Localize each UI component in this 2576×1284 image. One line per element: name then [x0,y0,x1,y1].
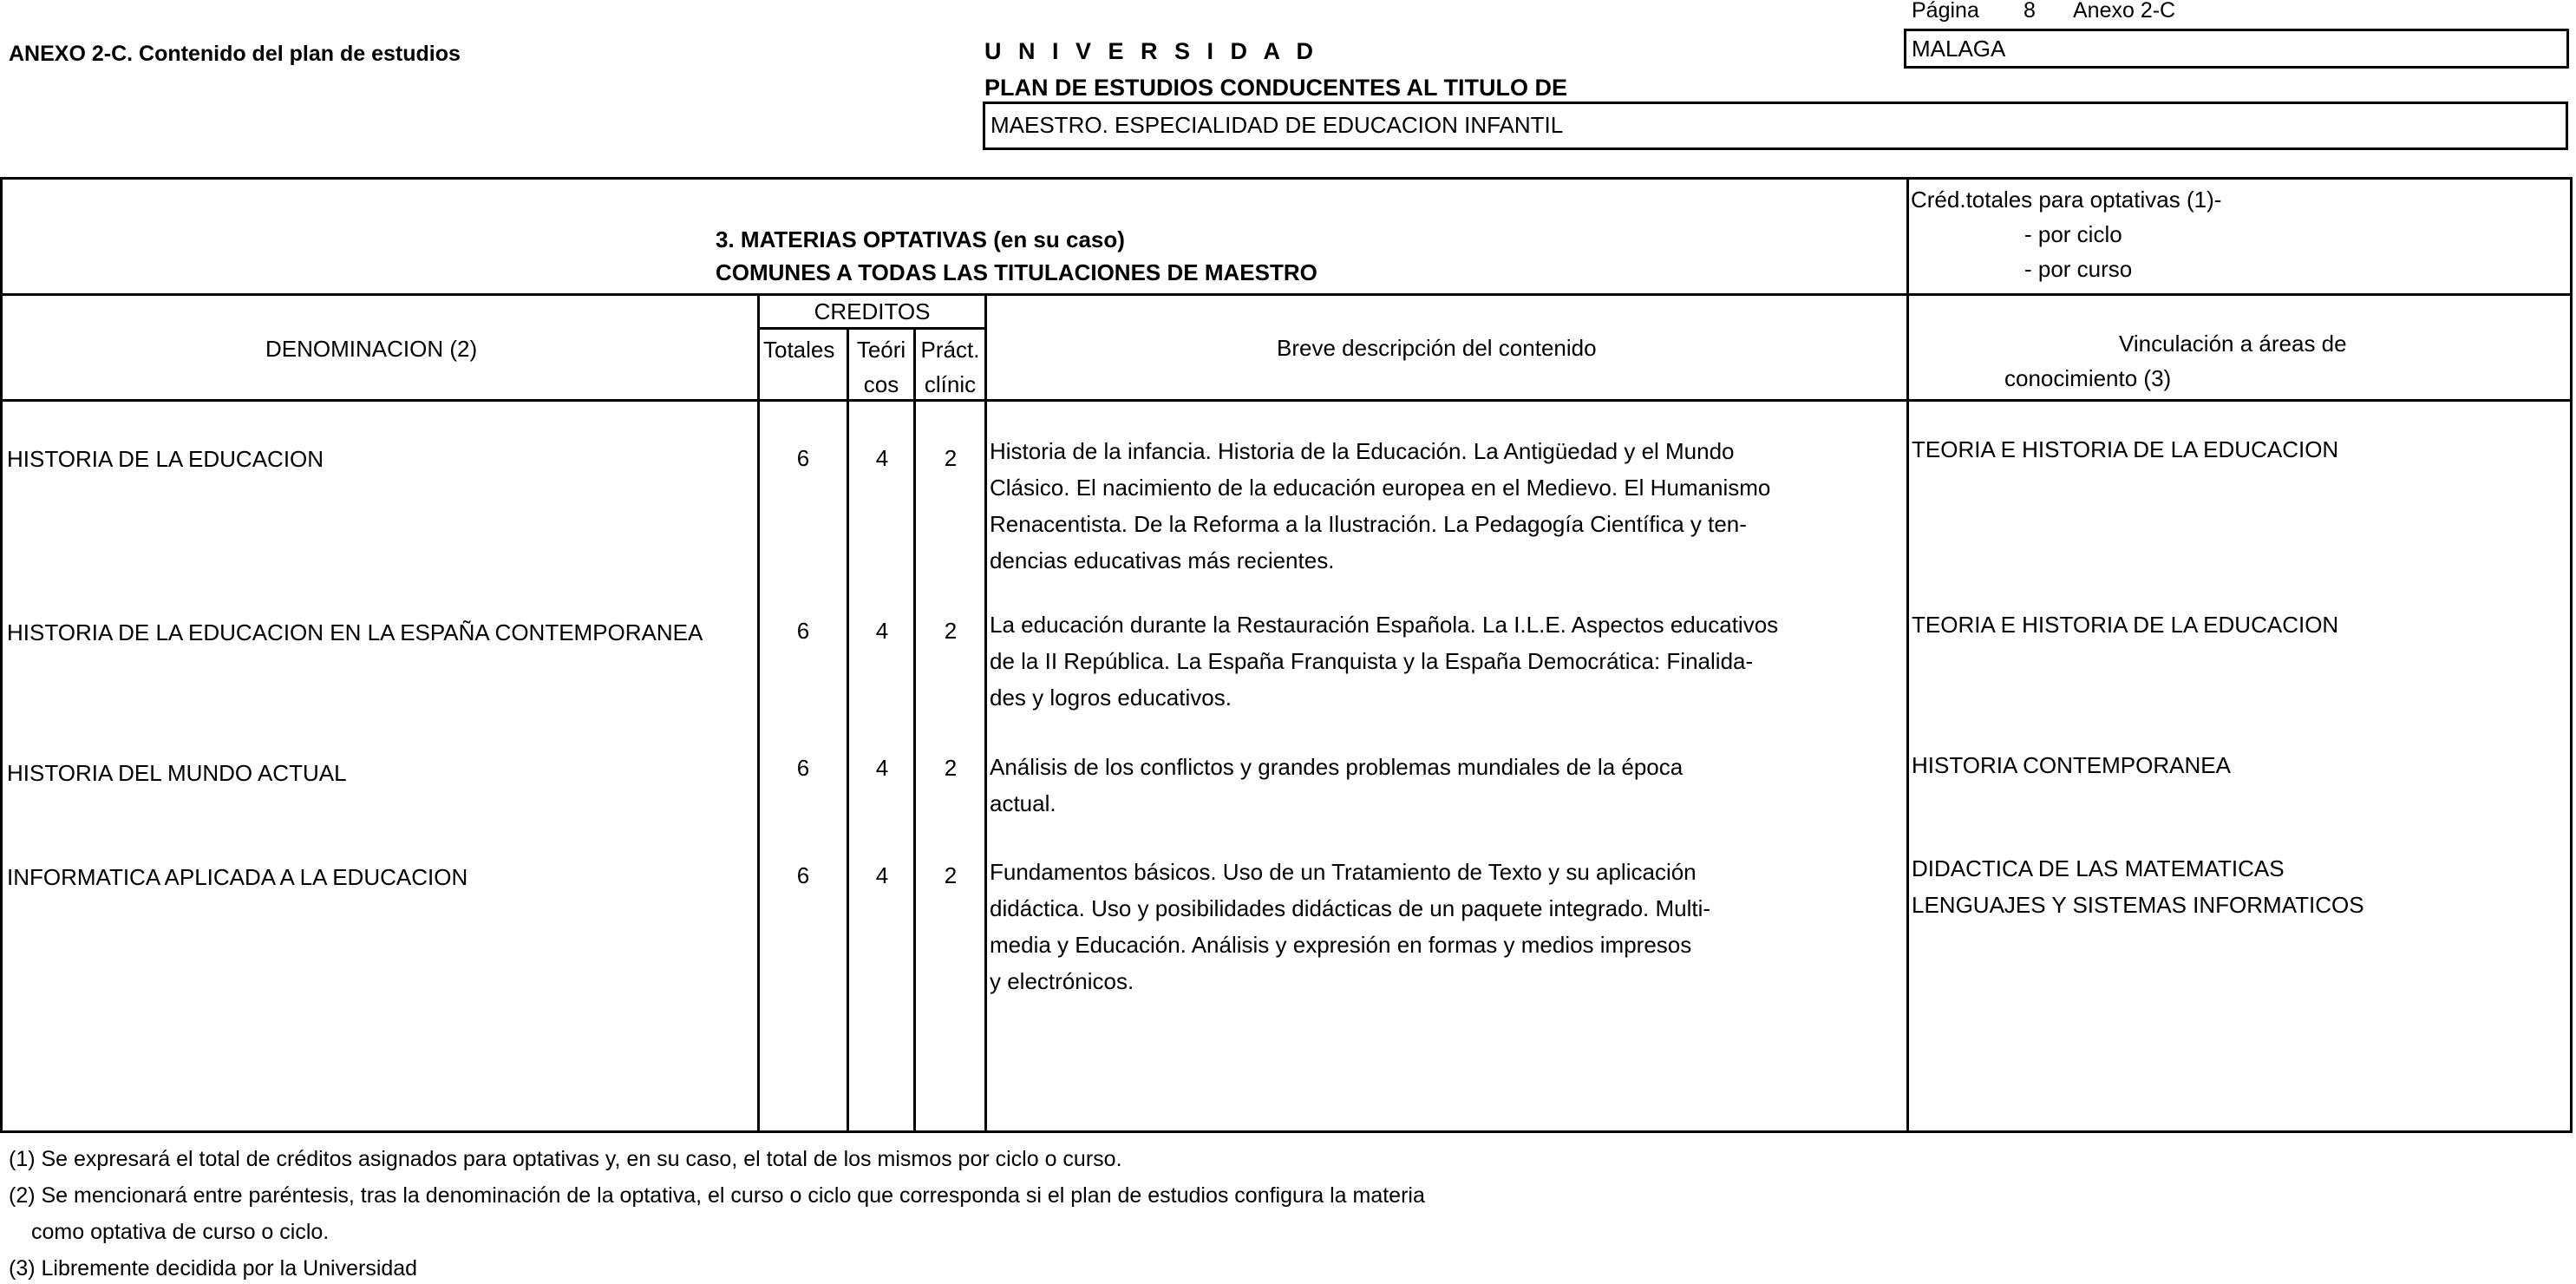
footnote-3: (3) Libremente decidida por la Universidad [9,1256,418,1281]
col-divider-4 [984,293,987,1133]
row-1-descripcion: Historia de la infancia. Historia de la Educación. La Antigüedad y el Mundo Clásico. El nacimiento de la educación europea en el Medievo. El Humanismo Renacentista. De la Reforma a la Ilustración. La Pedagogía Científica y ten- dencias educativas más recientes. [990,438,1771,573]
section-title: 3. MATERIAS OPTATIVAS (en su caso) [716,226,1125,252]
row-2-teoricos: 4 [875,618,889,644]
section-subtitle: COMUNES A TODAS LAS TITULACIONES DE MAESTRO [716,259,1317,285]
creditos-note: Créd.totales para optativas (1)- [1911,187,2222,213]
row-2-practicos: 2 [944,618,958,644]
row-4-teoricos: 4 [875,862,889,888]
row-1-totales: 6 [796,445,810,471]
col-header-creditos: CREDITOS [814,298,931,324]
universidad-field [1904,29,2569,69]
creditos-curso: - por curso [2024,256,2133,282]
row-2-denominacion: HISTORIA DE LA EDUCACION EN LA ESPAÑA CONTEMPORANEA [7,619,703,645]
col-header-descripcion: Breve descripción del contenido [1277,335,1597,361]
row-3-totales: 6 [796,755,810,781]
titulo-value: MAESTRO. ESPECIALIDAD DE EDUCACION INFANTIL [991,112,1564,138]
row-2-totales: 6 [796,618,810,644]
anexo-code: Anexo 2-C [2073,0,2176,23]
row-3-descripcion: Análisis de los conflictos y grandes problemas mundiales de la época actual. [990,754,1684,816]
row-3-area: HISTORIA CONTEMPORANEA [1912,752,2231,778]
row-1-teoricos: 4 [875,445,889,471]
col-divider-5 [1906,177,1909,1133]
col-divider-1 [757,293,760,1133]
row-1-denominacion: HISTORIA DE LA EDUCACION [7,446,324,472]
universidad-label: U N I V E R S I D A D [984,38,1319,64]
col-divider-3 [913,327,916,1133]
footnote-2: (2) Se mencionará entre paréntesis, tras la denominación de la optativa, el curso o ciclo que corresponda si el plan de estudios configura la materia [9,1183,1425,1208]
row-1-practicos: 2 [944,445,958,471]
col-header-teoricos: Teóri [856,337,906,363]
row-2-descripcion: La educación durante la Restauración Española. La I.L.E. Aspectos educativos de la II República. La España Franquista y la España Democrática: Finalida- des y logros educativos. [990,612,1779,711]
header-divider [0,293,2573,296]
row-3-denominacion: HISTORIA DEL MUNDO ACTUAL [7,760,347,786]
footnote-1: (1) Se expresará el total de créditos asignados para optativas y, en su caso, el total de los mismos por ciclo o curso. [9,1147,1122,1171]
col-header-teoricos-2: cos [863,371,899,397]
row-4-totales: 6 [796,862,810,888]
col-divider-2 [847,327,849,1133]
row-3-practicos: 2 [944,755,958,781]
row-2-area: TEORIA E HISTORIA DE LA EDUCACION [1912,612,2339,638]
row-4-area: DIDACTICA DE LAS MATEMATICAS LENGUAJES Y SISTEMAS INFORMATICOS [1912,855,2364,918]
col-header-vinculacion: Vinculación a áreas de [2119,331,2347,357]
creditos-divider [757,327,987,330]
titulo-field [983,102,2568,150]
column-header-divider [0,399,2573,402]
page-number: 8 [2024,0,2036,23]
row-1-area: TEORIA E HISTORIA DE LA EDUCACION [1912,436,2339,462]
col-header-practicos-2: clínic [924,371,977,397]
creditos-ciclo: - por ciclo [2024,221,2122,247]
document-title: ANEXO 2-C. Contenido del plan de estudios [9,42,461,66]
col-header-vinculacion-2: conocimiento (3) [2004,365,2172,391]
row-4-descripcion: Fundamentos básicos. Uso de un Tratamiento de Texto y su aplicación didáctica. Uso y posibilidades didácticas de un paquete integrado. Multi- media y Educación. Análisis y expresión en formas y medios impresos y electrónicos. [990,859,1711,994]
col-header-totales: Totales [763,337,835,363]
footnote-2-continued: como optativa de curso o ciclo. [31,1220,330,1244]
row-4-denominacion: INFORMATICA APLICADA A LA EDUCACION [7,864,468,890]
row-4-practicos: 2 [944,862,958,888]
plan-label: PLAN DE ESTUDIOS CONDUCENTES AL TITULO DE [984,75,1568,101]
universidad-value: MALAGA [1912,36,2006,62]
page-label: Página [1912,0,1979,23]
row-3-teoricos: 4 [875,755,889,781]
col-header-denominacion: DENOMINACION (2) [265,336,478,362]
col-header-practicos: Práct. [920,337,980,363]
